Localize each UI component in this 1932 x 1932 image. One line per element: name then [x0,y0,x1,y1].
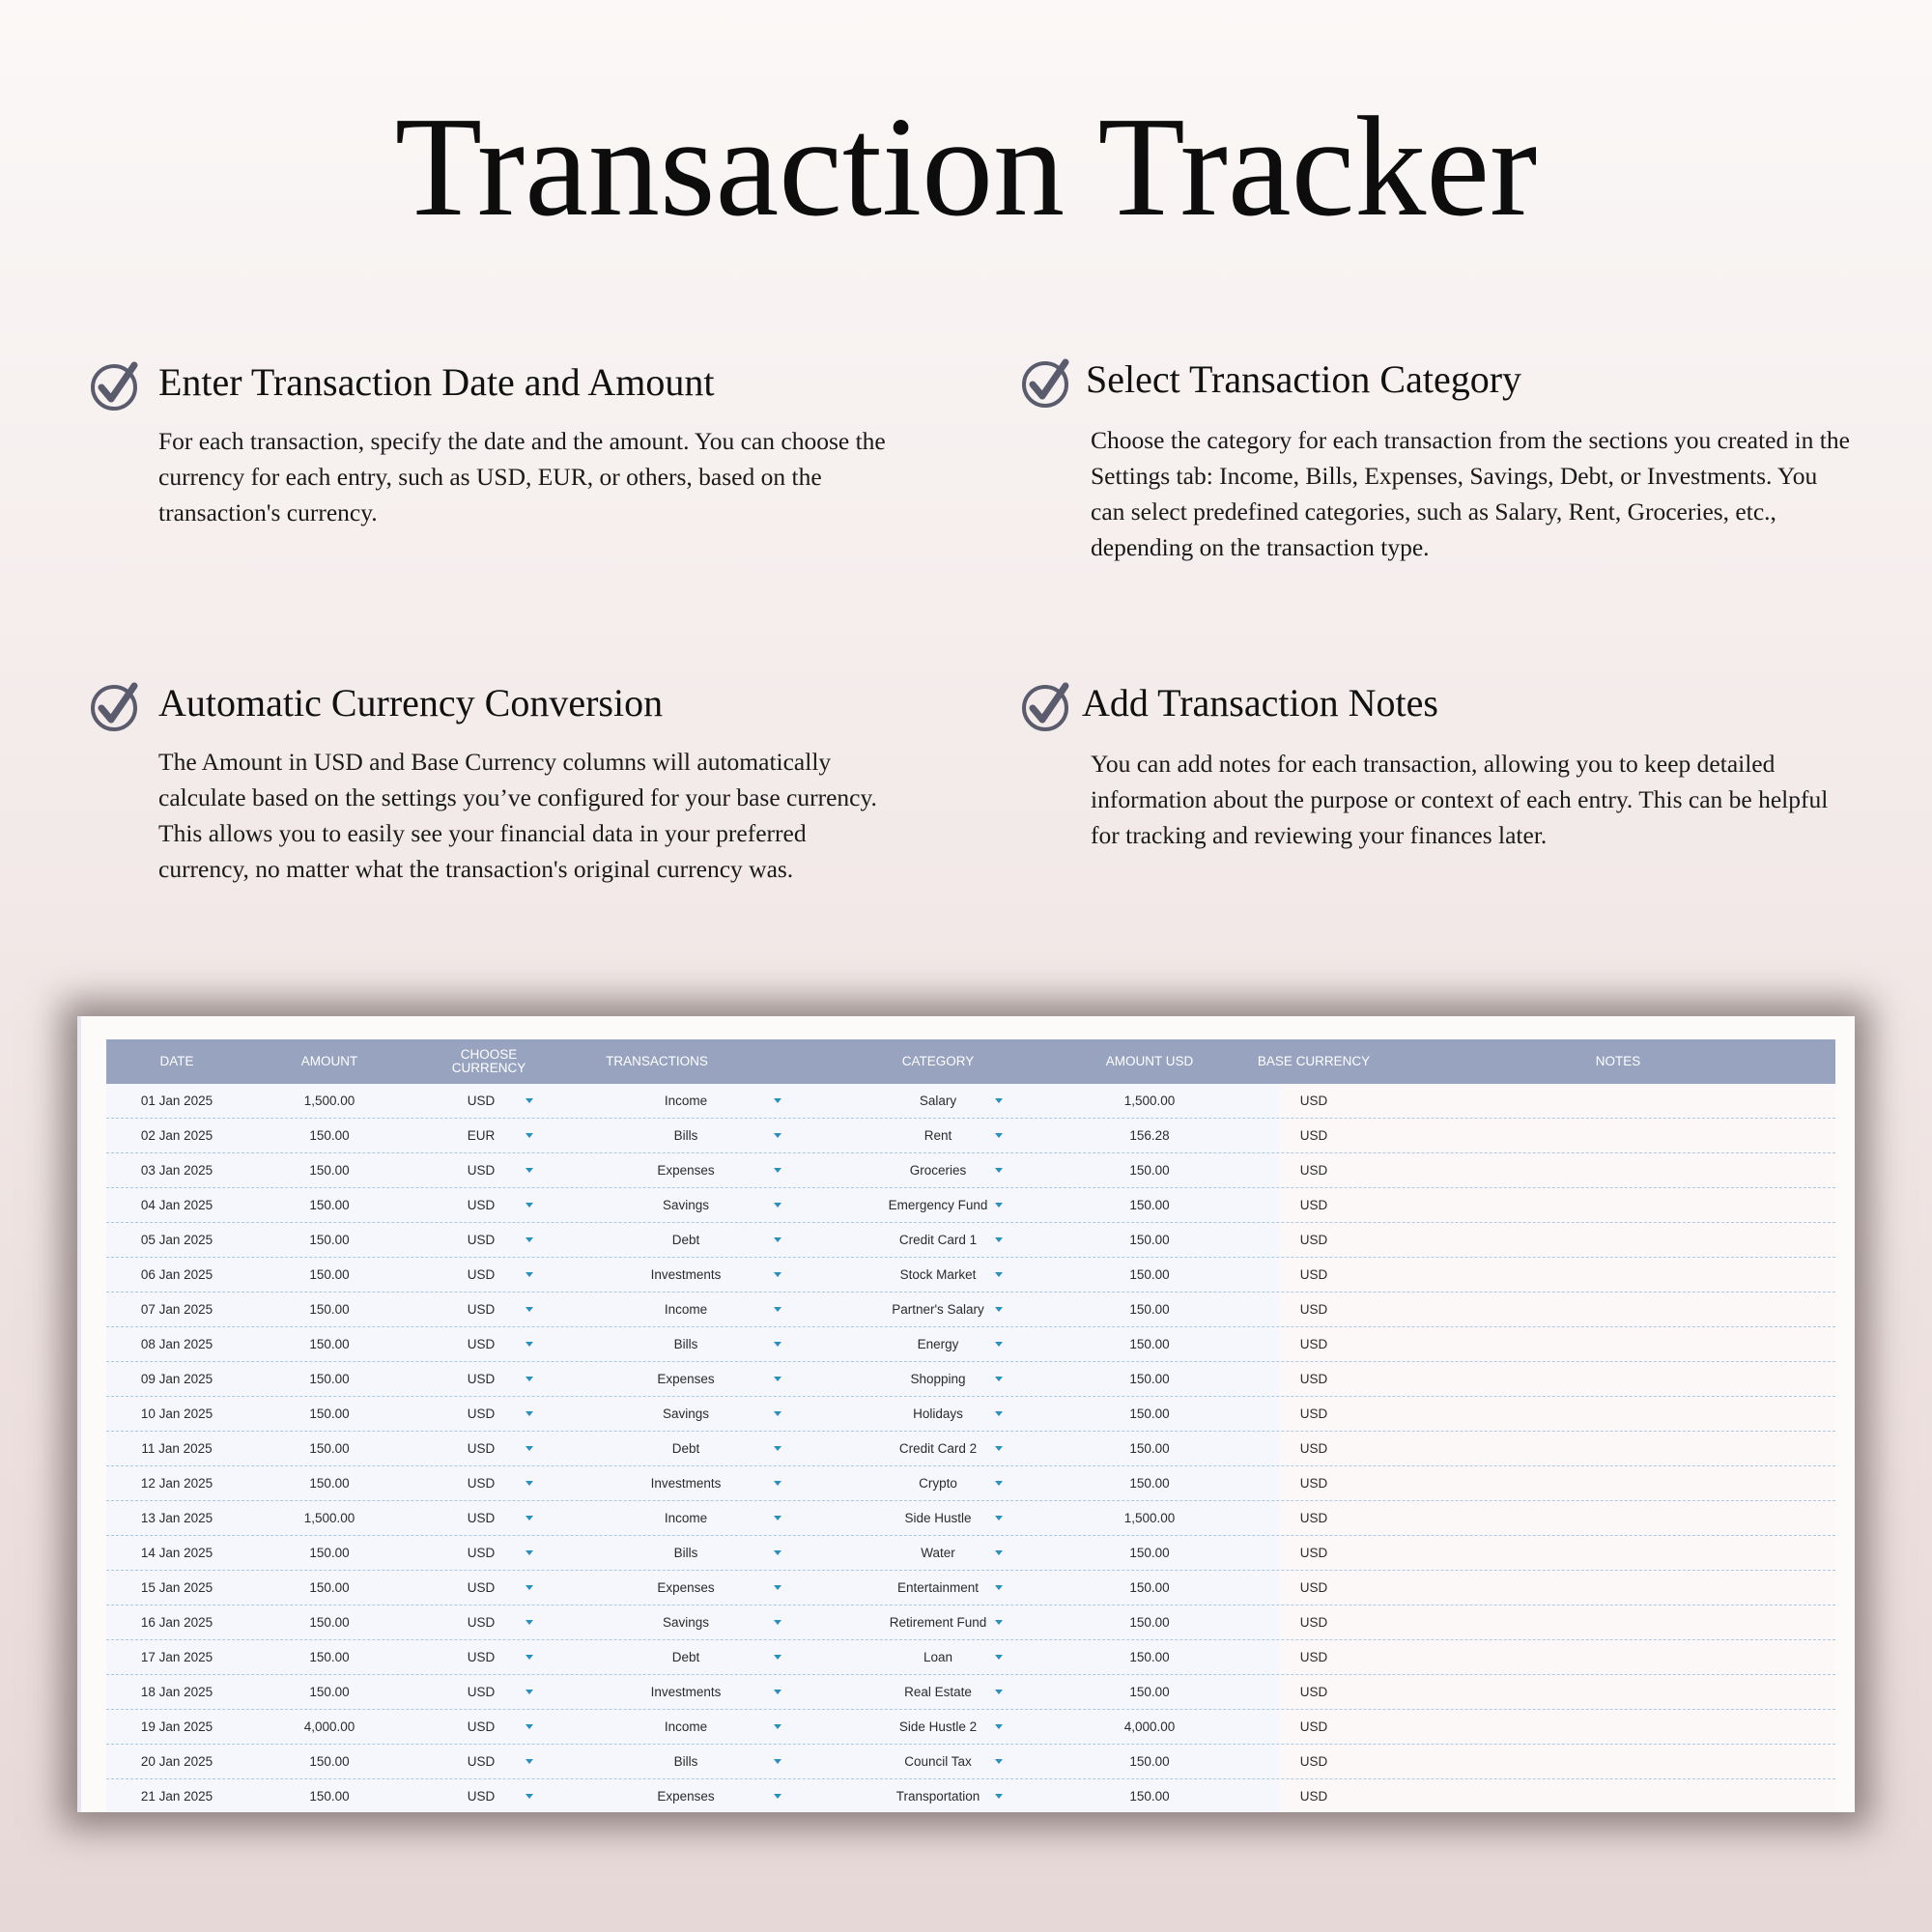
cell-category-select[interactable]: Credit Card 1 [898,1233,978,1247]
cell-notes[interactable] [1401,1432,1835,1465]
cell-base-currency: USD [1299,1754,1328,1769]
cell-currency-select[interactable]: USD [467,1441,496,1456]
cell-amount[interactable]: 150.00 [309,1406,350,1421]
spreadsheet-preview [77,1016,1855,1812]
cell-category-select[interactable]: Credit Card 2 [898,1441,978,1456]
feature-heading: Enter Transaction Date and Amount [158,360,715,404]
cell-category-select[interactable]: Side Hustle [904,1511,972,1525]
table-row [106,1397,1835,1432]
dropdown-triangle-icon[interactable] [526,1724,533,1729]
cell-notes[interactable] [1401,1710,1835,1744]
cell-notes[interactable] [1401,1397,1835,1431]
cell-notes[interactable] [1401,1466,1835,1500]
table-row [106,1571,1835,1605]
cell-date[interactable]: 06 Jan 2025 [140,1267,213,1282]
cell-currency-select[interactable]: USD [467,1719,496,1734]
feature-description: For each transaction, specify the date and the amount. You can choose the currency for each entry, such as USD, EUR, or others, based on the transaction's currency. [158,427,886,526]
dropdown-triangle-icon[interactable] [526,1133,533,1138]
dropdown-triangle-icon[interactable] [526,1516,533,1520]
cell-amount[interactable]: 1,500.00 [303,1511,355,1525]
cell-notes[interactable] [1401,1605,1835,1639]
cell-notes[interactable] [1401,1571,1835,1605]
dropdown-triangle-icon[interactable] [526,1272,533,1277]
page-title: Transaction Tracker [394,88,1538,246]
dropdown-triangle-icon[interactable] [995,1307,1003,1312]
cell-currency-select[interactable]: USD [467,1615,496,1630]
header-amount[interactable]: AMOUNT [300,1054,358,1068]
table-row [106,1501,1835,1536]
cell-amount-usd: 150.00 [1129,1789,1170,1804]
dropdown-triangle-icon[interactable] [526,1203,533,1208]
cell-category-select[interactable]: Loan [923,1650,953,1664]
dropdown-triangle-icon[interactable] [774,1724,781,1729]
feature-heading: Automatic Currency Conversion [158,681,664,724]
cell-amount-usd: 150.00 [1129,1337,1170,1351]
cell-notes[interactable] [1401,1501,1835,1535]
cell-amount[interactable]: 150.00 [309,1233,350,1247]
dropdown-triangle-icon[interactable] [995,1342,1003,1347]
cell-currency-select[interactable]: EUR [467,1128,496,1143]
cell-transaction-select[interactable]: Savings [662,1615,710,1630]
dropdown-triangle-icon[interactable] [774,1237,781,1242]
cell-category-select[interactable]: Side Hustle 2 [898,1719,978,1734]
cell-amount[interactable]: 150.00 [309,1198,350,1212]
cell-currency-select[interactable]: USD [467,1511,496,1525]
cell-amount-usd: 150.00 [1129,1546,1170,1560]
dropdown-triangle-icon[interactable] [995,1446,1003,1451]
dropdown-triangle-icon[interactable] [774,1307,781,1312]
dropdown-triangle-icon[interactable] [526,1411,533,1416]
cell-base-currency: USD [1299,1267,1328,1282]
dropdown-triangle-icon[interactable] [774,1377,781,1381]
header-base-currency[interactable]: BASE CURRENCY [1257,1054,1371,1068]
dropdown-triangle-icon[interactable] [774,1620,781,1625]
cell-base-currency: USD [1299,1198,1328,1212]
cell-amount-usd: 150.00 [1129,1441,1170,1456]
cell-notes[interactable] [1401,1293,1835,1326]
cell-base-currency: USD [1299,1337,1328,1351]
cell-base-currency: USD [1299,1233,1328,1247]
dropdown-triangle-icon[interactable] [526,1794,533,1799]
cell-amount-usd: 156.28 [1129,1128,1170,1143]
dropdown-triangle-icon[interactable] [526,1168,533,1173]
cell-category-select[interactable]: Real Estate [904,1685,972,1699]
cell-amount[interactable]: 150.00 [309,1650,350,1664]
cell-base-currency: USD [1299,1128,1328,1143]
cell-currency-select[interactable]: USD [467,1580,496,1595]
cell-base-currency: USD [1299,1511,1328,1525]
dropdown-triangle-icon[interactable] [774,1411,781,1416]
header-category[interactable]: CATEGORY [901,1054,975,1068]
dropdown-triangle-icon[interactable] [995,1620,1003,1625]
dropdown-triangle-icon[interactable] [774,1690,781,1694]
cell-notes[interactable] [1401,1258,1835,1292]
table-row [106,1745,1835,1779]
cell-transaction-select[interactable]: Expenses [657,1580,715,1595]
dropdown-triangle-icon[interactable] [526,1342,533,1347]
cell-transaction-select[interactable]: Expenses [657,1372,715,1386]
header-notes[interactable]: NOTES [1595,1054,1641,1068]
cell-amount-usd: 150.00 [1129,1685,1170,1699]
transaction-table [106,1039,1835,1812]
cell-transaction-select[interactable]: Income [664,1719,708,1734]
dropdown-triangle-icon[interactable] [774,1550,781,1555]
cell-amount-usd: 150.00 [1129,1406,1170,1421]
cell-transaction-select[interactable]: Investments [650,1476,722,1491]
cell-notes[interactable] [1401,1188,1835,1222]
cell-amount-usd: 1,500.00 [1123,1094,1176,1108]
cell-category-select[interactable]: Emergency Fund [888,1198,988,1212]
cell-date[interactable]: 17 Jan 2025 [140,1650,213,1664]
cell-category-select[interactable]: Energy [917,1337,959,1351]
dropdown-triangle-icon[interactable] [995,1690,1003,1694]
cell-category-select[interactable]: Rent [923,1128,952,1143]
dropdown-triangle-icon[interactable] [526,1481,533,1486]
sheet-edge [77,1016,81,1812]
cell-amount[interactable]: 1,500.00 [303,1094,355,1108]
cell-amount[interactable]: 150.00 [309,1615,350,1630]
cell-notes[interactable] [1401,1153,1835,1187]
dropdown-triangle-icon[interactable] [774,1098,781,1103]
cell-currency-select[interactable]: USD [467,1546,496,1560]
cell-category-select[interactable]: Water [921,1546,955,1560]
table-body [106,1084,1835,1812]
cell-transaction-select[interactable]: Income [664,1094,708,1108]
cell-amount[interactable]: 150.00 [309,1546,350,1560]
cell-currency-select[interactable]: USD [467,1233,496,1247]
checkmark-circle-icon [89,359,141,412]
cell-transaction-select[interactable]: Bills [673,1128,698,1143]
dropdown-triangle-icon[interactable] [526,1307,533,1312]
cell-notes[interactable] [1401,1362,1835,1396]
cell-amount-usd: 150.00 [1129,1163,1170,1178]
dropdown-triangle-icon[interactable] [774,1133,781,1138]
cell-date[interactable]: 04 Jan 2025 [140,1198,213,1212]
cell-date[interactable]: 10 Jan 2025 [140,1406,213,1421]
cell-currency-select[interactable]: USD [467,1198,496,1212]
dropdown-triangle-icon[interactable] [774,1342,781,1347]
dropdown-triangle-icon[interactable] [995,1585,1003,1590]
cell-base-currency: USD [1299,1476,1328,1491]
cell-amount-usd: 4,000.00 [1123,1719,1176,1734]
cell-currency-select[interactable]: USD [467,1163,496,1178]
dropdown-triangle-icon[interactable] [995,1411,1003,1416]
cell-amount-usd: 150.00 [1129,1580,1170,1595]
cell-notes[interactable] [1401,1223,1835,1257]
cell-transaction-select[interactable]: Income [664,1511,708,1525]
cell-amount[interactable]: 150.00 [309,1685,350,1699]
cell-date[interactable]: 14 Jan 2025 [140,1546,213,1560]
dropdown-triangle-icon[interactable] [526,1550,533,1555]
cell-category-select[interactable]: Shopping [910,1372,966,1386]
cell-date[interactable]: 19 Jan 2025 [140,1719,213,1734]
header-currency-line2: CURRENCY [451,1061,526,1075]
cell-amount[interactable]: 150.00 [309,1267,350,1282]
cell-date[interactable]: 15 Jan 2025 [140,1580,213,1595]
cell-date[interactable]: 13 Jan 2025 [140,1511,213,1525]
cell-amount[interactable]: 4,000.00 [303,1719,355,1734]
table-header [106,1039,1835,1084]
dropdown-triangle-icon[interactable] [995,1203,1003,1208]
feature-description: Choose the category for each transaction from the sections you created in the Settings tab: Income, Bills, Expenses, Savings, Debt, or Investments. You can select predefined categories, such as Salary, Rent, Groceries, etc., depending on the transaction type. [1091,426,1850,561]
cell-category-select[interactable]: Groceries [909,1163,967,1178]
dropdown-triangle-icon[interactable] [995,1759,1003,1764]
cell-notes[interactable] [1401,1084,1835,1118]
dropdown-triangle-icon[interactable] [774,1481,781,1486]
table-row [106,1223,1835,1258]
cell-currency-select[interactable]: USD [467,1372,496,1386]
cell-category-select[interactable]: Salary [919,1094,957,1108]
cell-transaction-select[interactable]: Savings [662,1198,710,1212]
cell-currency-select[interactable]: USD [467,1650,496,1664]
cell-notes[interactable] [1401,1745,1835,1778]
table-row [106,1258,1835,1293]
cell-currency-select[interactable]: USD [467,1476,496,1491]
cell-transaction-select[interactable]: Investments [650,1267,722,1282]
cell-amount-usd: 150.00 [1129,1650,1170,1664]
cell-notes[interactable] [1401,1327,1835,1361]
cell-amount-usd: 150.00 [1129,1198,1170,1212]
table-row [106,1710,1835,1745]
cell-amount[interactable]: 150.00 [309,1128,350,1143]
table-row [106,1605,1835,1640]
cell-date[interactable]: 02 Jan 2025 [140,1128,213,1143]
cell-amount[interactable]: 150.00 [309,1163,350,1178]
cell-currency-select[interactable]: USD [467,1267,496,1282]
table-row [106,1779,1835,1812]
dropdown-triangle-icon[interactable] [995,1133,1003,1138]
cell-base-currency: USD [1299,1719,1328,1734]
cell-date[interactable]: 16 Jan 2025 [140,1615,213,1630]
checkmark-circle-icon [1020,680,1072,732]
checkmark-circle-icon [1020,356,1072,409]
table-row [106,1466,1835,1501]
cell-date[interactable]: 18 Jan 2025 [140,1685,213,1699]
cell-amount-usd: 150.00 [1129,1233,1170,1247]
cell-date[interactable]: 09 Jan 2025 [140,1372,213,1386]
dropdown-triangle-icon[interactable] [774,1759,781,1764]
table-row [106,1327,1835,1362]
dropdown-triangle-icon[interactable] [995,1794,1003,1799]
cell-amount-usd: 150.00 [1129,1754,1170,1769]
cell-transaction-select[interactable]: Income [664,1302,708,1317]
cell-base-currency: USD [1299,1789,1328,1804]
dropdown-triangle-icon[interactable] [774,1446,781,1451]
cell-amount-usd: 150.00 [1129,1267,1170,1282]
cell-amount[interactable]: 150.00 [309,1476,350,1491]
dropdown-triangle-icon[interactable] [774,1585,781,1590]
cell-category-select[interactable]: Crypto [919,1476,957,1491]
cell-category-select[interactable]: Partner's Salary [892,1302,984,1317]
cell-base-currency: USD [1299,1685,1328,1699]
dropdown-triangle-icon[interactable] [774,1272,781,1277]
dropdown-triangle-icon[interactable] [526,1620,533,1625]
cell-base-currency: USD [1299,1163,1328,1178]
cell-amount[interactable]: 150.00 [309,1372,350,1386]
feature-description: The Amount in USD and Base Currency columns will automatically calculate based on the settings you’ve configured for your base currency. This allows you to easily see your financial data in your preferred currency, no matter what the transaction's original currency was. [158,748,877,883]
cell-base-currency: USD [1299,1615,1328,1630]
cell-category-select[interactable]: Stock Market [899,1267,977,1282]
cell-transaction-select[interactable]: Savings [662,1406,710,1421]
dropdown-triangle-icon[interactable] [526,1377,533,1381]
cell-date[interactable]: 20 Jan 2025 [140,1754,213,1769]
table-row [106,1432,1835,1466]
dropdown-triangle-icon[interactable] [526,1098,533,1103]
cell-currency-select[interactable]: USD [467,1406,496,1421]
header-currency-line1: CHOOSE [460,1047,518,1062]
cell-base-currency: USD [1299,1546,1328,1560]
table-row [106,1640,1835,1675]
dropdown-triangle-icon[interactable] [774,1168,781,1173]
cell-date[interactable]: 01 Jan 2025 [140,1094,213,1108]
cell-category-select[interactable]: Retirement Fund [889,1615,987,1630]
header-amount-usd[interactable]: AMOUNT USD [1105,1054,1194,1068]
cell-base-currency: USD [1299,1441,1328,1456]
dropdown-triangle-icon[interactable] [995,1377,1003,1381]
cell-amount-usd: 150.00 [1129,1476,1170,1491]
cell-date[interactable]: 08 Jan 2025 [140,1337,213,1351]
cell-amount[interactable]: 150.00 [309,1580,350,1595]
cell-base-currency: USD [1299,1650,1328,1664]
header-date[interactable]: DATE [159,1054,194,1068]
dropdown-triangle-icon[interactable] [995,1655,1003,1660]
cell-currency-select[interactable]: USD [467,1302,496,1317]
cell-currency-select[interactable]: USD [467,1754,496,1769]
cell-amount[interactable]: 150.00 [309,1441,350,1456]
dropdown-triangle-icon[interactable] [526,1237,533,1242]
cell-currency-select[interactable]: USD [467,1337,496,1351]
cell-amount[interactable]: 150.00 [309,1302,350,1317]
cell-base-currency: USD [1299,1406,1328,1421]
feature-heading: Select Transaction Category [1086,357,1522,401]
cell-transaction-select[interactable]: Bills [673,1337,698,1351]
cell-transaction-select[interactable]: Bills [673,1546,698,1560]
dropdown-triangle-icon[interactable] [995,1516,1003,1520]
dropdown-triangle-icon[interactable] [526,1655,533,1660]
cell-category-select[interactable]: Entertainment [896,1580,980,1595]
dropdown-triangle-icon[interactable] [995,1098,1003,1103]
cell-date[interactable]: 05 Jan 2025 [140,1233,213,1247]
cell-notes[interactable] [1401,1675,1835,1709]
header-transactions[interactable]: TRANSACTIONS [606,1054,708,1068]
cell-transaction-select[interactable]: Expenses [657,1789,715,1804]
cell-currency-select[interactable]: USD [467,1094,496,1108]
cell-currency-select[interactable]: USD [467,1789,496,1804]
cell-amount-usd: 150.00 [1129,1302,1170,1317]
cell-amount[interactable]: 150.00 [309,1789,350,1804]
dropdown-triangle-icon[interactable] [995,1724,1003,1729]
cell-date[interactable]: 12 Jan 2025 [140,1476,213,1491]
dropdown-triangle-icon[interactable] [774,1655,781,1660]
dropdown-triangle-icon[interactable] [526,1446,533,1451]
cell-date[interactable]: 07 Jan 2025 [140,1302,213,1317]
feature-description: You can add notes for each transaction, allowing you to keep detailed information about the purpose or context of each entry. This can be helpful for tracking and reviewing your finances later. [1091,750,1829,849]
table-row [106,1536,1835,1571]
table-row [106,1153,1835,1188]
dropdown-triangle-icon[interactable] [995,1168,1003,1173]
cell-transaction-select[interactable]: Debt [671,1650,700,1664]
feature-heading: Add Transaction Notes [1082,681,1438,724]
cell-amount[interactable]: 150.00 [309,1337,350,1351]
cell-notes[interactable] [1401,1779,1835,1812]
cell-notes[interactable] [1401,1119,1835,1152]
dropdown-triangle-icon[interactable] [526,1690,533,1694]
cell-amount-usd: 150.00 [1129,1615,1170,1630]
cell-amount-usd: 150.00 [1129,1372,1170,1386]
dropdown-triangle-icon[interactable] [526,1585,533,1590]
cell-transaction-select[interactable]: Debt [671,1233,700,1247]
dropdown-triangle-icon[interactable] [774,1203,781,1208]
cell-notes[interactable] [1401,1536,1835,1570]
dropdown-triangle-icon[interactable] [995,1550,1003,1555]
cell-date[interactable]: 21 Jan 2025 [140,1789,213,1804]
cell-notes[interactable] [1401,1640,1835,1674]
cell-date[interactable]: 11 Jan 2025 [141,1441,213,1456]
table-row [106,1084,1835,1119]
cell-base-currency: USD [1299,1580,1328,1595]
table-row [106,1293,1835,1327]
checkmark-circle-icon [89,680,141,732]
cell-transaction-select[interactable]: Investments [650,1685,722,1699]
dropdown-triangle-icon[interactable] [526,1759,533,1764]
cell-base-currency: USD [1299,1094,1328,1108]
dropdown-triangle-icon[interactable] [995,1237,1003,1242]
dropdown-triangle-icon[interactable] [995,1481,1003,1486]
cell-transaction-select[interactable]: Debt [671,1441,700,1456]
dropdown-triangle-icon[interactable] [995,1272,1003,1277]
cell-amount-usd: 1,500.00 [1123,1511,1176,1525]
cell-transaction-select[interactable]: Bills [673,1754,698,1769]
cell-base-currency: USD [1299,1302,1328,1317]
table-row [106,1362,1835,1397]
cell-date[interactable]: 03 Jan 2025 [140,1163,213,1178]
cell-base-currency: USD [1299,1372,1328,1386]
cell-category-select[interactable]: Transportation [895,1789,980,1804]
cell-amount[interactable]: 150.00 [309,1754,350,1769]
table-row [106,1675,1835,1710]
cell-currency-select[interactable]: USD [467,1685,496,1699]
table-row [106,1188,1835,1223]
cell-category-select[interactable]: Holidays [913,1406,963,1421]
cell-transaction-select[interactable]: Expenses [657,1163,715,1178]
dropdown-triangle-icon[interactable] [774,1794,781,1799]
dropdown-triangle-icon[interactable] [774,1516,781,1520]
cell-category-select[interactable]: Council Tax [904,1754,972,1769]
table-row [106,1119,1835,1153]
